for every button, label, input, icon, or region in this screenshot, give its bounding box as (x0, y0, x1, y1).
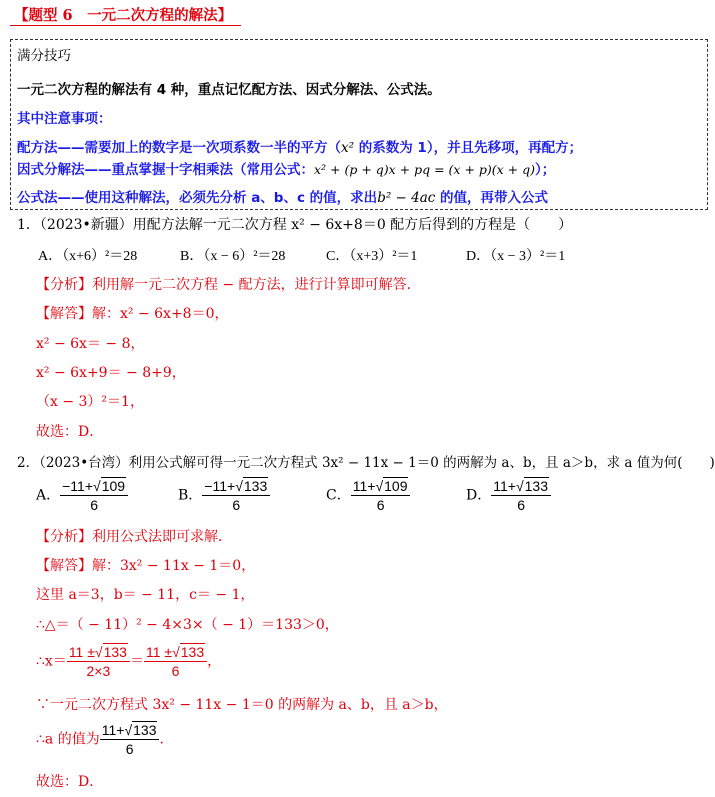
section-title: 【题型 6 一元二次方程的解法】 (14, 7, 233, 24)
q2-stem: 2．（2023•台湾）利用公式解可得一元二次方程式 3x² − 11x − 1＝0 的两解为 a、b，且 a＞b，求 a 值为何( ) (17, 455, 715, 471)
q2-answer-label: 【解答】 (36, 558, 92, 574)
q2-option-b-fraction: $\frac{-11+√133}{6}$ (202, 478, 270, 513)
q2-option-c-label: C． (326, 487, 351, 504)
q2-option-b (178, 478, 270, 513)
tips-line-4 (17, 158, 555, 178)
tips-line-3 (17, 136, 582, 156)
q2-answer-line (36, 555, 255, 575)
q2-step-5-post: ． (159, 731, 174, 748)
q2-step-2: ∴△＝（ − 11）² − 4×3×（ − 1）＝133＞0， (36, 617, 339, 633)
q2-option-d (466, 478, 551, 513)
q1-answer-label: 【解答】 (36, 306, 92, 322)
q1-option-d: D．（x − 3）²＝1 (466, 249, 566, 264)
q1-step-3: （x − 3）²＝1， (36, 394, 144, 410)
q2-step-4: ∵一元二次方程式 3x² − 11x − 1＝0 的两解为 a、b，且 a＞b， (36, 697, 448, 713)
q2-option-d-fraction: $\frac{11+√133}{6}$ (491, 478, 551, 513)
tips-line-5-math: b² − 4ac (377, 190, 436, 206)
q1-analysis: 【分析】利用解一元二次方程 − 配方法，进行计算即可解答． (36, 277, 421, 293)
tips-line-3-math: x² (341, 140, 355, 156)
tips-line-2: 其中注意事项： (17, 111, 112, 127)
q1-step-1: x² − 6x＝ − 8， (36, 336, 145, 352)
tips-box (10, 39, 708, 210)
q2-option-a-label: A． (36, 487, 61, 504)
tips-line-4-text-b: ）； (535, 162, 556, 178)
q1-answer-first: 解：x² − 6x+8＝0， (92, 306, 229, 322)
tips-line-5 (17, 186, 548, 206)
q2-step-3 (36, 644, 221, 679)
q2-step-3-post: ， (207, 653, 222, 670)
tips-line-4-math: x² + (p + q)x + pq = (x + p)(x + q) (314, 162, 536, 177)
q2-step-1: 这里 a＝3，b＝ − 11，c＝ − 1， (36, 587, 255, 603)
q2-step-3-fraction-1: $\frac{11 \pm√133}{2\times 3}$ (67, 644, 130, 679)
title-underline (10, 25, 241, 26)
q2-option-c (326, 478, 410, 513)
q2-step-5-fraction: $\frac{11+√133}{6}$ (100, 722, 160, 757)
q2-option-d-label: D． (466, 487, 492, 504)
tips-line-3-text-b: 的系数为 1），并且先移项，再配方； (354, 140, 583, 156)
q2-option-a-fraction: $\frac{-11+√109}{6}$ (60, 478, 128, 513)
q1-answer-line (36, 303, 229, 323)
tips-line-5-text-b: 的值，再带入公式 (435, 190, 549, 206)
tips-line-3-text-a: 配方法——需要加上的数字是一次项系数一半的平方（ (17, 140, 341, 156)
q2-step-5 (36, 722, 173, 757)
tips-line-4-text-a: 因式分解法——重点掌握十字相乘法（常用公式： (17, 162, 314, 178)
tips-line-1: 一元二次方程的解法有 4 种，重点记忆配方法、因式分解法、公式法。 (17, 82, 441, 98)
q2-option-b-label: B． (178, 487, 203, 504)
q2-step-3-fraction-2: $\frac{11 \pm√133}{6}$ (144, 644, 207, 679)
q2-analysis: 【分析】利用公式法即可求解． (36, 529, 232, 545)
tips-line-5-text-a: 公式法——使用这种解法，必须先分析 a、b、c 的值，求出 (17, 190, 378, 206)
tips-heading: 满分技巧 (17, 48, 71, 64)
q2-step-3-equals: ＝ (129, 653, 144, 670)
q1-option-c: C．（x+3）²＝1 (326, 249, 418, 264)
q2-final-answer: 故选：D． (36, 774, 104, 790)
q2-option-c-fraction: $\frac{11+√109}{6}$ (351, 478, 411, 513)
q2-step-3-prefix: ∴x＝ (36, 653, 67, 670)
q1-final-answer: 故选：D． (36, 424, 104, 440)
q1-stem: 1．（2023•新疆）用配方法解一元二次方程 x² − 6x+8＝0 配方后得到的方程是（ ） (17, 217, 573, 233)
q2-step-5-prefix: ∴a 的值为 (36, 731, 100, 748)
q1-option-a: A．（x+6）²＝28 (38, 249, 138, 264)
q2-option-a (36, 478, 128, 513)
q1-step-2: x² − 6x+9＝ − 8+9， (36, 365, 186, 381)
q2-answer-first: 解：3x² − 11x − 1＝0， (92, 558, 256, 574)
q1-option-b: B．（x − 6）²＝28 (180, 249, 286, 264)
